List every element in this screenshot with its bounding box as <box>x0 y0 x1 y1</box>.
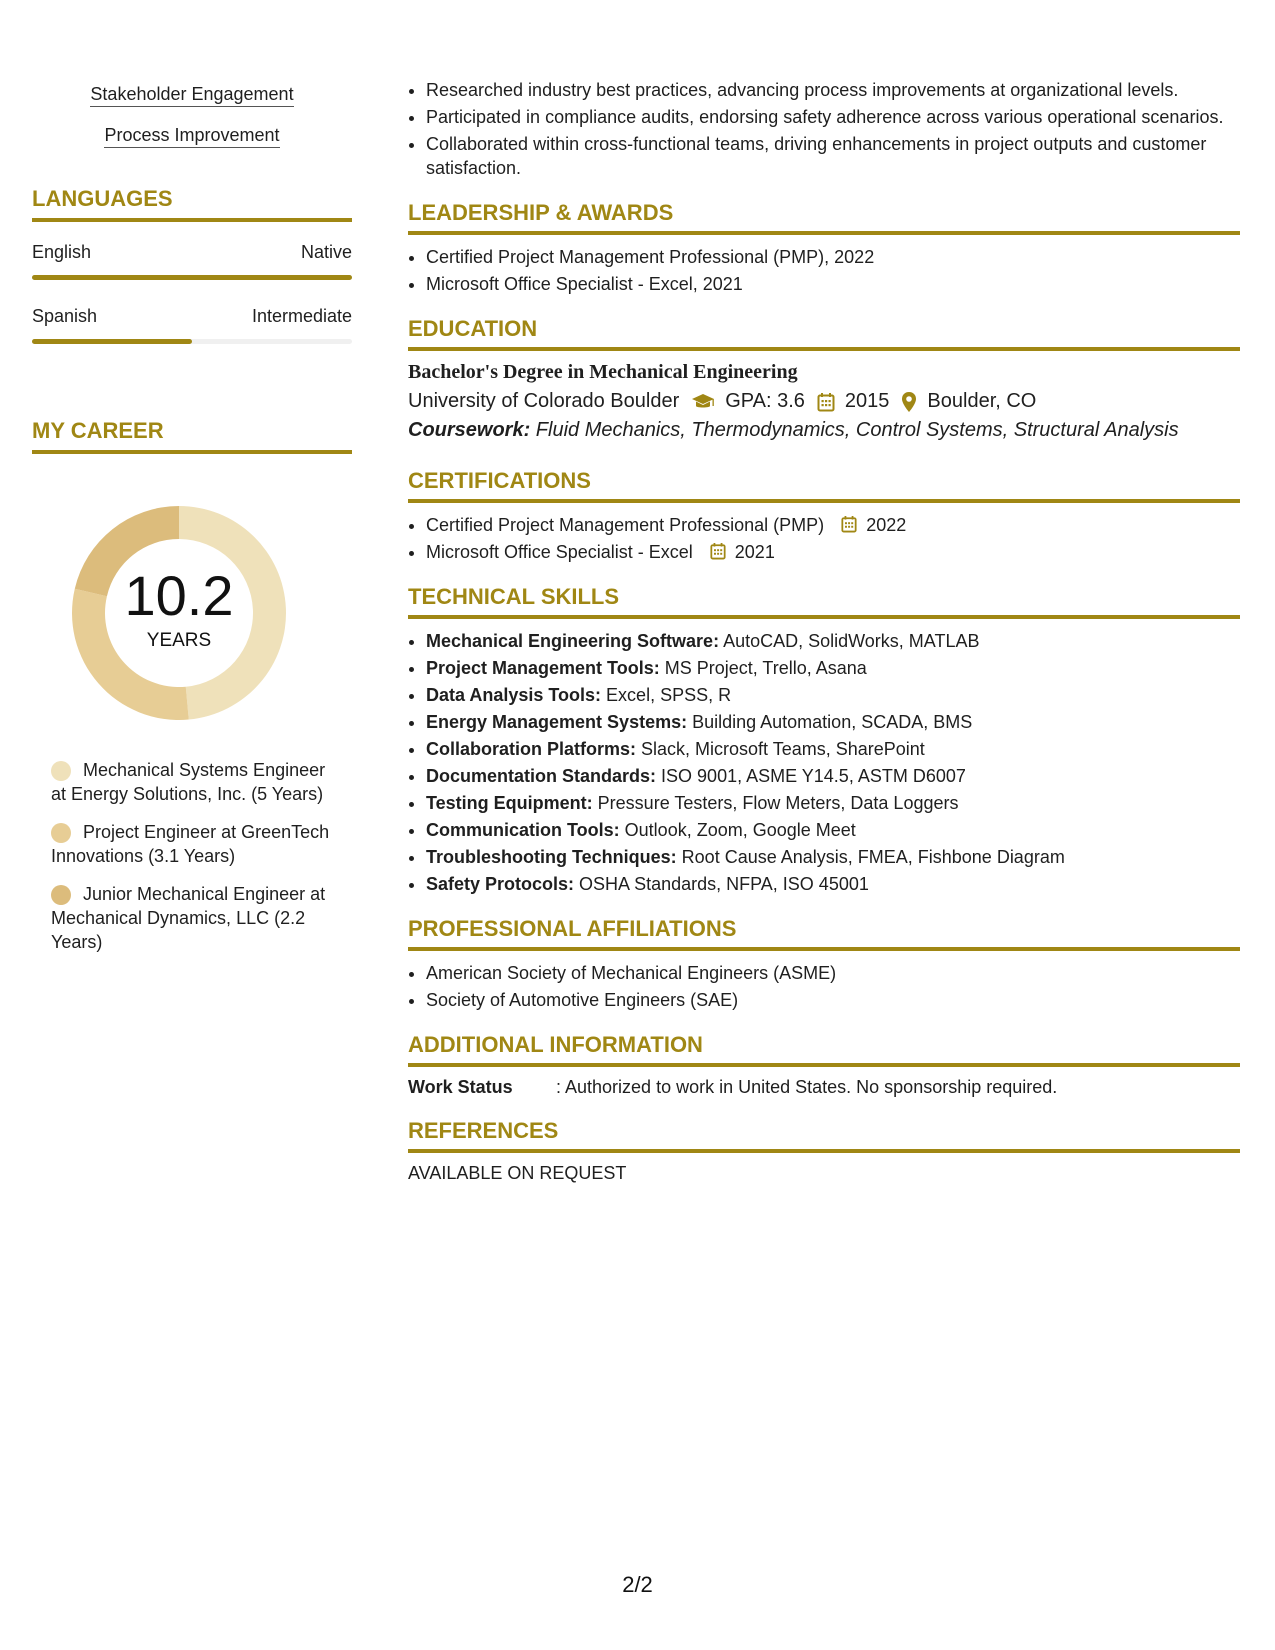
career-heading: MY CAREER <box>32 418 352 454</box>
career-unit: YEARS <box>146 630 212 651</box>
language-bar <box>32 275 352 280</box>
experience-bullets <box>408 78 1240 180</box>
location-pin-icon <box>901 391 917 413</box>
list-item: • Microsoft Office Specialist - Excel 2021 <box>426 540 1240 564</box>
language-level: Intermediate <box>251 306 352 326</box>
language-name: English <box>32 242 92 262</box>
skill-tag: Process Improvement <box>32 125 352 146</box>
legend-dot-icon <box>51 823 71 843</box>
language-item <box>32 242 352 280</box>
language-bar-fill <box>32 275 352 280</box>
technical-skills-list <box>408 629 1240 896</box>
legend-dot-icon <box>51 885 71 905</box>
technical-skills-heading: TECHNICAL SKILLS <box>408 584 1240 619</box>
list-item: • Project Management Tools: MS Project, Trello, Asana <box>426 656 1240 680</box>
career-legend <box>32 758 341 954</box>
list-item: • Communication Tools: Outlook, Zoom, Google Meet <box>426 818 1240 842</box>
list-item: • Mechanical Engineering Software: AutoCAD, SolidWorks, MATLAB <box>426 629 1240 653</box>
education-gpa: GPA: 3.6 <box>725 390 805 412</box>
career-total: 10.2 <box>124 564 234 627</box>
coursework-label: Coursework: <box>408 419 531 441</box>
additional-info-heading: ADDITIONAL INFORMATION <box>408 1032 1240 1067</box>
work-status-label: Work Status <box>408 1077 513 1097</box>
left-column <box>32 84 352 968</box>
list-item: • Troubleshooting Techniques: Root Cause Analysis, FMEA, Fishbone Diagram <box>426 845 1240 869</box>
work-status-value: : Authorized to work in United States. No sponsorship required. <box>556 1077 1058 1097</box>
career-legend-item: Mechanical Systems Engineer at Energy Solutions, Inc. (5 Years) <box>51 760 326 804</box>
language-name: Spanish <box>32 306 98 326</box>
career-legend-item: Junior Mechanical Engineer at Mechanical Dynamics, LLC (2.2 Years) <box>51 884 326 952</box>
leadership-heading: LEADERSHIP & AWARDS <box>408 200 1240 235</box>
language-level: Native <box>300 242 352 262</box>
certifications-list <box>408 513 1240 564</box>
certifications-heading: CERTIFICATIONS <box>408 468 1240 503</box>
graduation-cap-icon <box>691 393 715 411</box>
calendar-icon <box>710 542 726 560</box>
career-legend-item: Project Engineer at GreenTech Innovations (3.1 Years) <box>51 822 330 866</box>
career-donut <box>64 498 294 728</box>
calendar-icon <box>841 515 857 533</box>
list-item: • Safety Protocols: OSHA Standards, NFPA, ISO 45001 <box>426 872 1240 896</box>
list-item: • Collaboration Platforms: Slack, Microsoft Teams, SharePoint <box>426 737 1240 761</box>
education-degree: Bachelor's Degree in Mechanical Engineering <box>408 361 798 383</box>
list-item: • Testing Equipment: Pressure Testers, Flow Meters, Data Loggers <box>426 791 1240 815</box>
list-item: • American Society of Mechanical Engineers (ASME) <box>426 961 1240 985</box>
language-bar <box>32 339 352 344</box>
calendar-icon <box>817 392 835 412</box>
list-item: • Energy Management Systems: Building Automation, SCADA, BMS <box>426 710 1240 734</box>
education-location: Boulder, CO <box>927 390 1037 412</box>
list-item: • Participated in compliance audits, endorsing safety adherence across various operational scenarios. <box>426 105 1240 129</box>
language-bar-fill <box>32 339 192 344</box>
right-column <box>408 78 1240 1184</box>
legend-dot-icon <box>51 761 71 781</box>
page-number: 2/2 <box>622 1572 653 1597</box>
list-item: • Certified Project Management Professional (PMP) 2022 <box>426 513 1240 537</box>
education-year: 2015 <box>844 390 890 412</box>
list-item: • Microsoft Office Specialist - Excel, 2021 <box>426 272 1240 296</box>
list-item: • Researched industry best practices, advancing process improvements at organizational levels. <box>426 78 1240 102</box>
references-heading: REFERENCES <box>408 1118 1240 1153</box>
work-status-row <box>408 1077 1240 1098</box>
languages-heading: LANGUAGES <box>32 186 352 222</box>
list-item: • Documentation Standards: ISO 9001, ASME Y14.5, ASTM D6007 <box>426 764 1240 788</box>
list-item: • Society of Automotive Engineers (SAE) <box>426 988 1240 1012</box>
list-item: • Collaborated within cross-functional teams, driving enhancements in project outputs and customer satisfaction. <box>426 132 1240 180</box>
leadership-list <box>408 245 1240 296</box>
skill-tag: Stakeholder Engagement <box>32 84 352 105</box>
education-heading: EDUCATION <box>408 316 1240 351</box>
language-item <box>32 306 352 344</box>
list-item: • Certified Project Management Professional (PMP), 2022 <box>426 245 1240 269</box>
affiliations-heading: PROFESSIONAL AFFILIATIONS <box>408 916 1240 951</box>
list-item: • Data Analysis Tools: Excel, SPSS, R <box>426 683 1240 707</box>
education-details <box>408 390 1240 413</box>
references-text: AVAILABLE ON REQUEST <box>408 1163 627 1183</box>
education-school: University of Colorado Boulder <box>408 390 680 412</box>
affiliations-list <box>408 961 1240 1012</box>
education-coursework: Coursework: Fluid Mechanics, Thermodynamics, Control Systems, Structural Analysis <box>408 419 1179 441</box>
